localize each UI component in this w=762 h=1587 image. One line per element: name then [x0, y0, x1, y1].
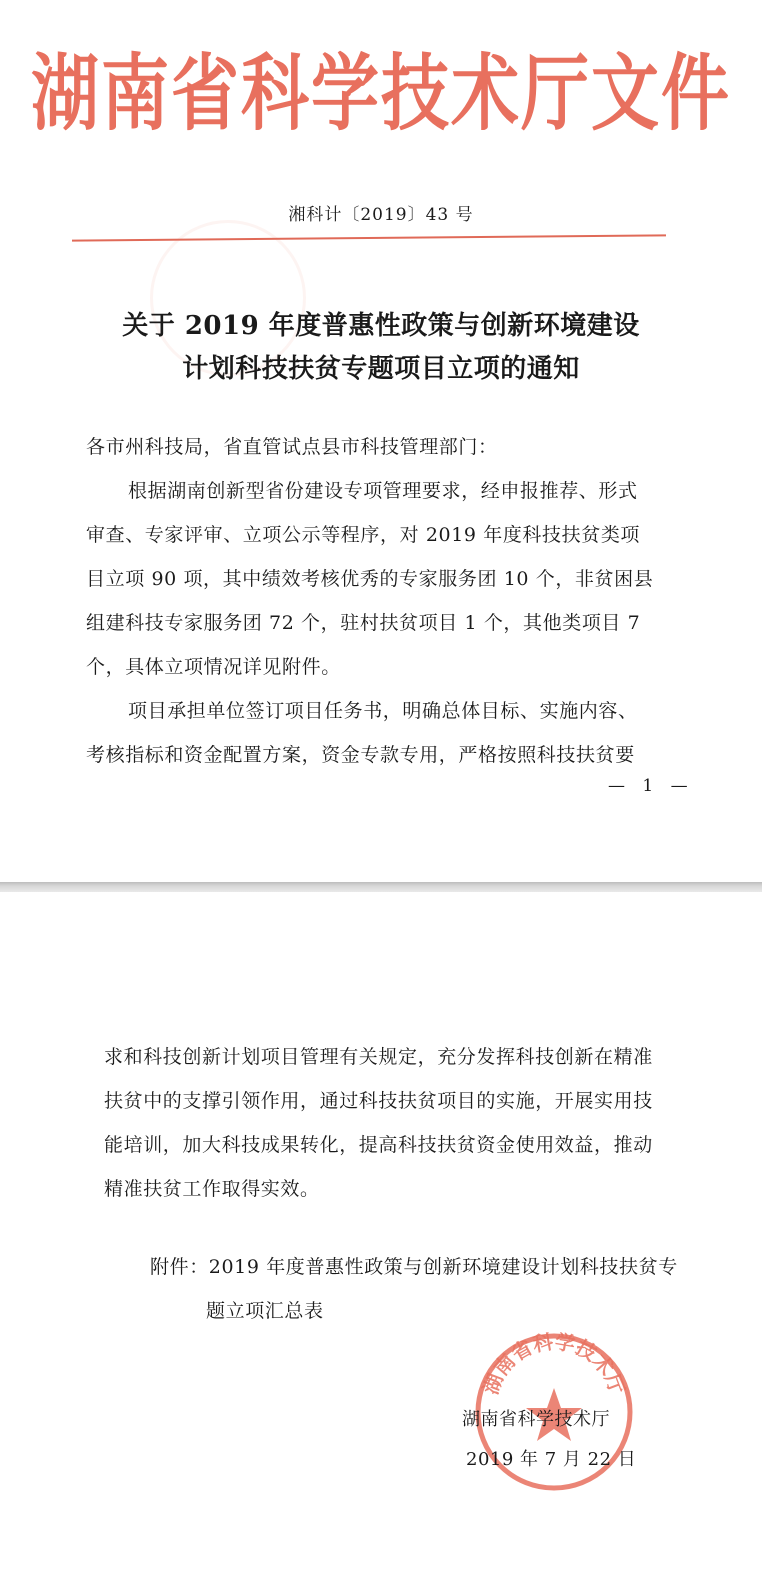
- body-line: 精准扶贫工作取得实效。: [104, 1178, 320, 1200]
- document-number: 湘科计〔2019〕43 号: [288, 205, 474, 225]
- page-separator: [0, 882, 762, 892]
- attachment-line-1: 附件：2019 年度普惠性政策与创新环境建设计划科技扶贫专: [150, 1256, 678, 1278]
- signing-date: 2019 年 7 月 22 日: [466, 1449, 637, 1470]
- attachment-line-2: 题立项汇总表: [206, 1300, 324, 1322]
- body-line: 项目承担单位签订项目任务书，明确总体目标、实施内容、: [128, 700, 638, 722]
- body-line: 能培训，加大科技成果转化，提高科技扶贫资金使用效益，推动: [104, 1134, 653, 1156]
- notice-title-line-1: 关于 2019 年度普惠性政策与创新环境建设: [122, 311, 640, 341]
- masthead-title: 湖南省科学技术厅文件: [30, 46, 731, 143]
- body-line: 考核指标和资金配置方案，资金专款专用，严格按照科技扶贫要: [86, 744, 635, 766]
- salutation: 各市州科技局，省直管试点县市科技管理部门：: [86, 436, 498, 458]
- page-number: — 1 —: [608, 776, 694, 796]
- body-line: 审查、专家评审、立项公示等程序，对 2019 年度科技扶贫类项: [86, 524, 641, 546]
- body-line: 目立项 90 项，其中绩效考核优秀的专家服务团 10 个，非贫困县: [86, 568, 654, 590]
- body-line: 组建科技专家服务团 72 个，驻村扶贫项目 1 个，其他类项目 7: [86, 612, 641, 634]
- svg-text:湖南省科学技术厅: 湖南省科学技术厅: [478, 1330, 630, 1398]
- body-line: 求和科技创新计划项目管理有关规定，充分发挥科技创新在精准: [104, 1046, 653, 1068]
- notice-title-line-2: 计划科技扶贫专题项目立项的通知: [182, 354, 580, 384]
- signer-name: 湖南省科学技术厅: [462, 1409, 610, 1430]
- body-line: 扶贫中的支撑引领作用，通过科技扶贫项目的实施，开展实用技: [104, 1090, 653, 1112]
- red-divider-line: [72, 234, 666, 241]
- body-line: 根据湖南创新型省份建设专项管理要求，经申报推荐、形式: [128, 480, 638, 502]
- body-line: 个，具体立项情况详见附件。: [86, 656, 341, 678]
- document-page-2: [0, 892, 762, 1587]
